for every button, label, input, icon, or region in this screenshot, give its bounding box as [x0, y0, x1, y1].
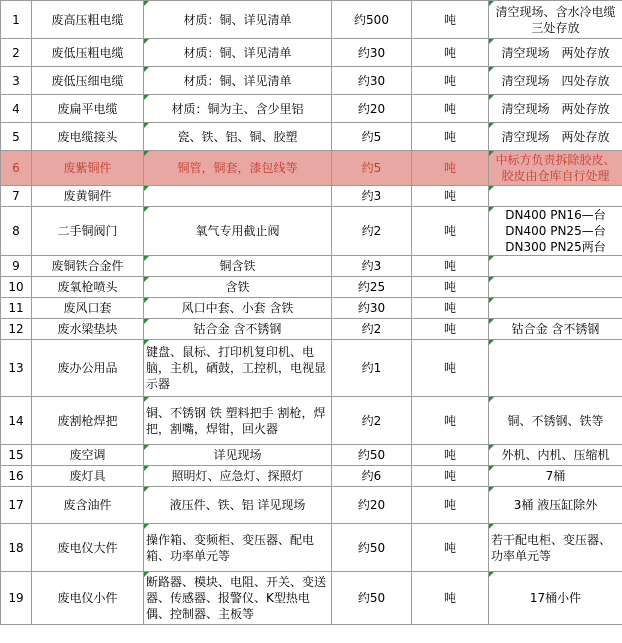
- quantity-cell: 约20: [332, 487, 412, 524]
- item-name-cell: 废水梁垫块: [32, 319, 144, 340]
- table-row: [1, 123, 622, 151]
- row-number-cell: 9: [1, 256, 32, 277]
- unit-cell: 吨: [412, 207, 489, 256]
- unit-cell: 吨: [412, 487, 489, 524]
- material-cell: 铜管，铜套，漆包线等: [144, 151, 332, 186]
- unit-cell: 吨: [412, 67, 489, 95]
- quantity-cell: 约1: [332, 340, 412, 397]
- material-cell: 材质：铜、详见清单: [144, 67, 332, 95]
- table-row: [1, 340, 622, 397]
- table-row: [1, 572, 622, 625]
- item-name-cell: 废灯具: [32, 466, 144, 487]
- material-cell: 材质：铜、详见清单: [144, 39, 332, 67]
- item-name-cell: 废电仪大件: [32, 524, 144, 572]
- material-cell: 铜、不锈钢 铁 塑料把手 割枪，焊把，割嘴，焊钳，回火器: [144, 397, 332, 445]
- unit-cell: 吨: [412, 186, 489, 207]
- remark-cell: 清空现场 四处存放: [489, 67, 622, 95]
- row-number-cell: 8: [1, 207, 32, 256]
- quantity-cell: 约3: [332, 256, 412, 277]
- item-name-cell: 废空调: [32, 445, 144, 466]
- row-number-cell: 10: [1, 277, 32, 298]
- material-cell: 材质：铜为主、含少里铝: [144, 95, 332, 123]
- row-number-cell: 6: [1, 151, 32, 186]
- table-body: [1, 1, 622, 625]
- row-number-cell: 17: [1, 487, 32, 524]
- quantity-cell: 约50: [332, 572, 412, 625]
- table-row: [1, 151, 622, 186]
- remark-cell: 清空现场 两处存放: [489, 123, 622, 151]
- material-cell: 照明灯、应急灯、探照灯: [144, 466, 332, 487]
- remark-cell: 7桶: [489, 466, 622, 487]
- row-number-cell: 7: [1, 186, 32, 207]
- remark-cell: 若干配电柜、变压器、功率单元等: [489, 524, 622, 572]
- item-name-cell: 废氧枪喷头: [32, 277, 144, 298]
- quantity-cell: 约30: [332, 298, 412, 319]
- row-number-cell: 16: [1, 466, 32, 487]
- table-row: [1, 277, 622, 298]
- remark-cell: 3桶 液压缸除外: [489, 487, 622, 524]
- item-name-cell: 废电仪小件: [32, 572, 144, 625]
- item-name-cell: 废风口套: [32, 298, 144, 319]
- unit-cell: 吨: [412, 340, 489, 397]
- quantity-cell: 约30: [332, 39, 412, 67]
- remark-cell: 17桶小件: [489, 572, 622, 625]
- table-row: [1, 466, 622, 487]
- quantity-cell: 约500: [332, 1, 412, 39]
- table-row: [1, 298, 622, 319]
- quantity-cell: 约20: [332, 95, 412, 123]
- material-cell: [144, 186, 332, 207]
- unit-cell: 吨: [412, 466, 489, 487]
- unit-cell: 吨: [412, 256, 489, 277]
- unit-cell: 吨: [412, 1, 489, 39]
- unit-cell: 吨: [412, 277, 489, 298]
- remark-cell: [489, 340, 622, 397]
- remark-cell: 钴合金 含不锈钢: [489, 319, 622, 340]
- material-cell: 液压件、铁、铝 详见现场: [144, 487, 332, 524]
- remark-cell: DN400 PN16—台 DN400 PN25—台 DN300 PN25两台: [489, 207, 622, 256]
- unit-cell: 吨: [412, 319, 489, 340]
- remark-cell: 清空现场 两处存放: [489, 39, 622, 67]
- table-row: [1, 256, 622, 277]
- unit-cell: 吨: [412, 572, 489, 625]
- item-name-cell: 废黄铜件: [32, 186, 144, 207]
- material-cell: 操作箱、变频柜、变压器、配电箱、功率单元等: [144, 524, 332, 572]
- unit-cell: 吨: [412, 298, 489, 319]
- row-number-cell: 18: [1, 524, 32, 572]
- material-cell: 详见现场: [144, 445, 332, 466]
- remark-cell: 中标方负责拆除胶皮、胶皮由仓库自行处理: [489, 151, 622, 186]
- table-row: [1, 487, 622, 524]
- remark-cell: [489, 277, 622, 298]
- row-number-cell: 3: [1, 67, 32, 95]
- quantity-cell: 约25: [332, 277, 412, 298]
- quantity-cell: 约5: [332, 151, 412, 186]
- remark-cell: [489, 256, 622, 277]
- table-row: [1, 524, 622, 572]
- quantity-cell: 约2: [332, 319, 412, 340]
- item-name-cell: 废含油件: [32, 487, 144, 524]
- material-cell: 钴合金 含不锈钢: [144, 319, 332, 340]
- row-number-cell: 15: [1, 445, 32, 466]
- table-row: [1, 319, 622, 340]
- item-name-cell: 废办公用品: [32, 340, 144, 397]
- row-number-cell: 14: [1, 397, 32, 445]
- table-row: [1, 207, 622, 256]
- remark-cell: 铜、不锈钢、铁等: [489, 397, 622, 445]
- row-number-cell: 2: [1, 39, 32, 67]
- remark-cell: [489, 186, 622, 207]
- item-name-cell: 废扁平电缆: [32, 95, 144, 123]
- quantity-cell: 约5: [332, 123, 412, 151]
- material-cell: 风口中套、小套 含铁: [144, 298, 332, 319]
- table-row: [1, 186, 622, 207]
- row-number-cell: 5: [1, 123, 32, 151]
- row-number-cell: 12: [1, 319, 32, 340]
- material-cell: 瓷、铁、铝、铜、胶塑: [144, 123, 332, 151]
- unit-cell: 吨: [412, 123, 489, 151]
- unit-cell: 吨: [412, 39, 489, 67]
- unit-cell: 吨: [412, 151, 489, 186]
- quantity-cell: 约2: [332, 207, 412, 256]
- material-cell: 断路器、模块、电阻、开关、变送器、传感器、报警仪、K型热电偶、控制器、主板等: [144, 572, 332, 625]
- unit-cell: 吨: [412, 445, 489, 466]
- material-cell: 材质：铜、详见清单: [144, 1, 332, 39]
- material-cell: 氧气专用截止阀: [144, 207, 332, 256]
- unit-cell: 吨: [412, 95, 489, 123]
- material-cell: 含铁: [144, 277, 332, 298]
- quantity-cell: 约6: [332, 466, 412, 487]
- remark-cell: [489, 298, 622, 319]
- remark-cell: 清空现场 两处存放: [489, 95, 622, 123]
- material-cell: 铜含铁: [144, 256, 332, 277]
- quantity-cell: 约30: [332, 67, 412, 95]
- row-number-cell: 19: [1, 572, 32, 625]
- quantity-cell: 约50: [332, 445, 412, 466]
- item-name-cell: 废高压粗电缆: [32, 1, 144, 39]
- unit-cell: 吨: [412, 524, 489, 572]
- remark-cell: 外机、内机、压缩机: [489, 445, 622, 466]
- row-number-cell: 4: [1, 95, 32, 123]
- row-number-cell: 13: [1, 340, 32, 397]
- item-name-cell: 废低压粗电缆: [32, 39, 144, 67]
- table-row: [1, 1, 622, 39]
- quantity-cell: 约3: [332, 186, 412, 207]
- item-name-cell: 二手铜阀门: [32, 207, 144, 256]
- material-cell: 键盘、鼠标、打印机复印机、电脑，主机，硒鼓，工控机，电视显示器: [144, 340, 332, 397]
- item-name-cell: 废割枪焊把: [32, 397, 144, 445]
- item-name-cell: 废紫铜件: [32, 151, 144, 186]
- remark-cell: 清空现场、含水冷电缆 三处存放: [489, 1, 622, 39]
- table-row: [1, 445, 622, 466]
- table-row: [1, 67, 622, 95]
- quantity-cell: 约2: [332, 397, 412, 445]
- quantity-cell: 约50: [332, 524, 412, 572]
- table-row: [1, 39, 622, 67]
- row-number-cell: 1: [1, 1, 32, 39]
- item-name-cell: 废低压细电缆: [32, 67, 144, 95]
- item-name-cell: 废铜铁合金件: [32, 256, 144, 277]
- unit-cell: 吨: [412, 397, 489, 445]
- item-name-cell: 废电缆接头: [32, 123, 144, 151]
- table-row: [1, 95, 622, 123]
- table-row: [1, 397, 622, 445]
- row-number-cell: 11: [1, 298, 32, 319]
